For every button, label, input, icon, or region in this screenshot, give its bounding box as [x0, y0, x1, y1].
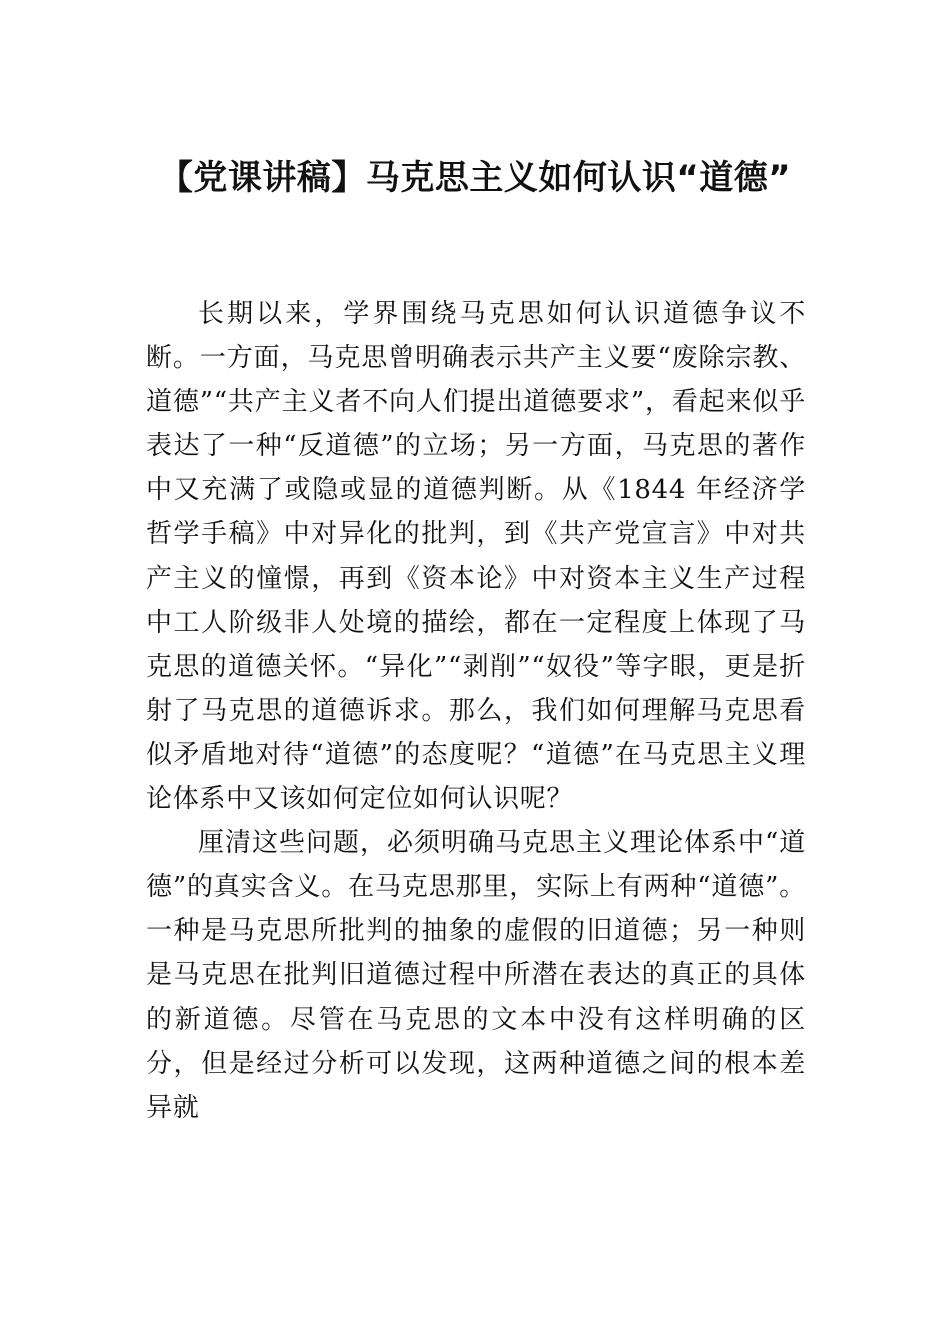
paragraph: 长期以来，学界围绕马克思如何认识道德争议不断。一方面，马克思曾明确表示共产主义要“废除宗教、道德”“共产主义者不向人们提出道德要求”，看起来似乎表达了一种“反道德”的立场；另一方面，马克思的著作中又充满了或隐或显的道德判断。从《1844 年经济学哲学手稿》中对异化的批判，到《共产党宣言》中对共产主义的憧憬，再到《资本论》中对资本主义生产过程中工人阶级非人处境的描绘，都在一定程度上体现了马克思的道德关怀。“异化”“剥削”“奴役”等字眼，更是折射了马克思的道德诉求。那么，我们如何理解马克思看似矛盾地对待“道德”的态度呢？“道德”在马克思主义理论体系中又该如何定位如何认识呢？	[146, 299, 806, 815]
document-body	[146, 292, 806, 1130]
paragraph: 厘清这些问题，必须明确马克思主义理论体系中“道德”的真实含义。在马克思那里，实际上有两种“道德”。一种是马克思所批判的抽象的虚假的旧道德；另一种则是马克思在批判旧道德过程中所潜在表达的真正的具体的新道德。尽管在马克思的文本中没有这样明确的区分，但是经过分析可以发现，这两种道德之间的根本差异就	[146, 828, 806, 1123]
document-title: 【党课讲稿】马克思主义如何认识“道德”	[158, 158, 792, 198]
